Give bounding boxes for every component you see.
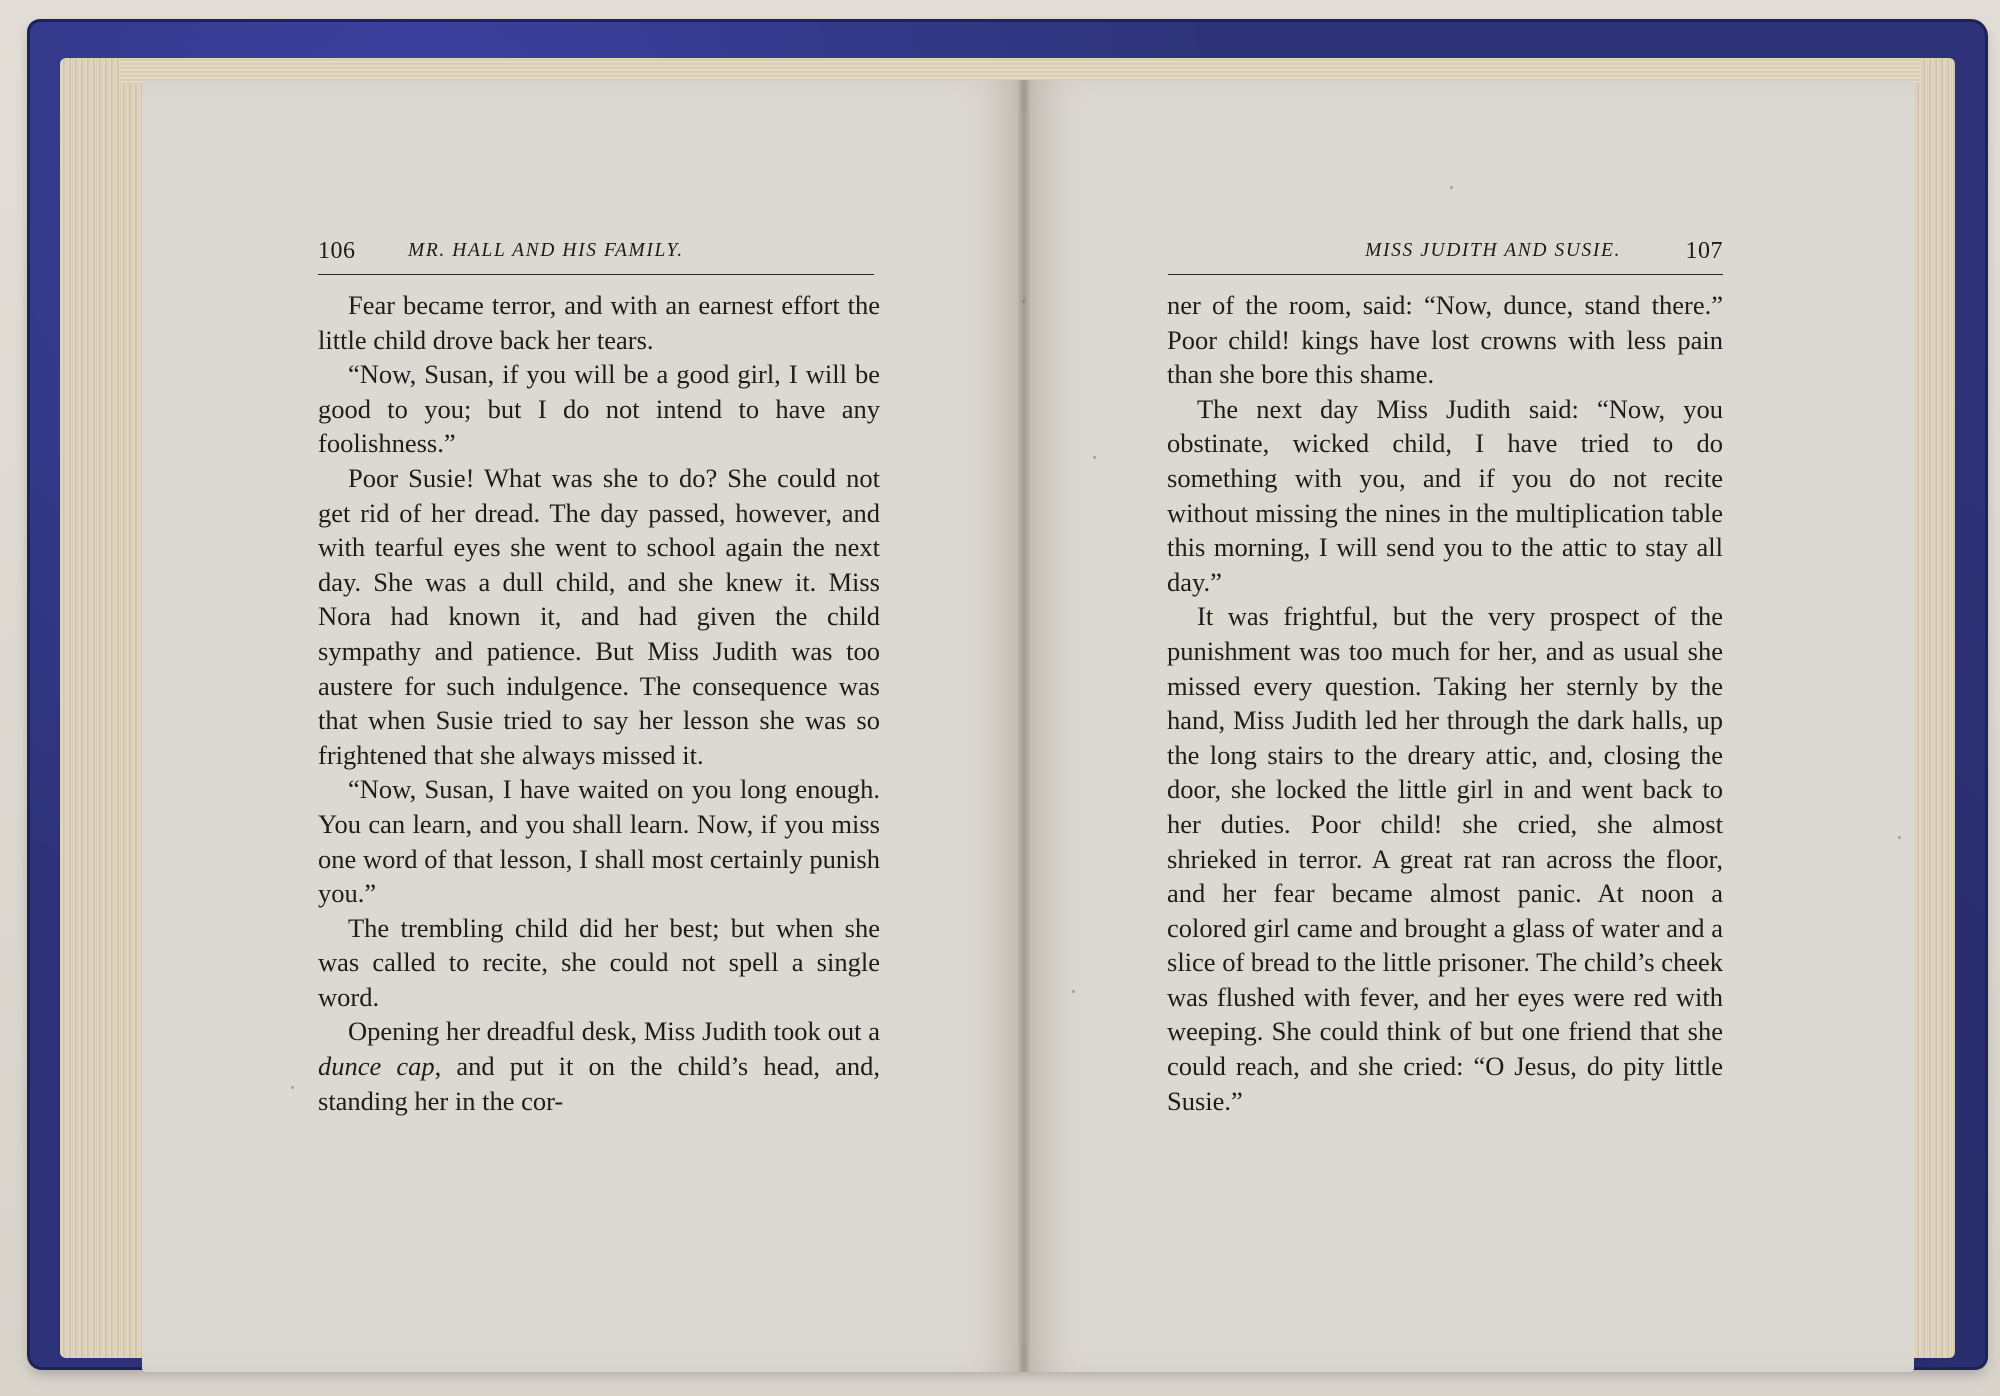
right-running-header: [1168, 238, 1723, 275]
paper-speck: [1022, 300, 1025, 303]
paragraph: “Now, Susan, if you will be a good girl, I will be good to you; but I do not intend to have any foolishness.”: [318, 359, 880, 459]
paragraph: It was frightful, but the very prospect of the punishment was too much for her, and as usual she missed every question. Taking her sternly by the hand, Miss Judith led her through the dark halls, up the long stairs to the dreary attic, and, closing the door, she locked the little girl in and went back to her duties. Poor child! she cried, she almost shrieked in terror. A great rat ran across the floor, and her fear became almost panic. At noon a colored girl came and brought a glass of water and a slice of bread to the little prisoner. The child’s cheek was flushed with fever, and her eyes were red with weeping. She could think of but one friend that she could reach, and she cried: “O Jesus, do pity little Susie.”: [1167, 601, 1723, 1116]
paragraph: The trembling child did her best; but when she was called to recite, she could not spell a single word.: [318, 912, 880, 1012]
left-header-title: MR. HALL AND HIS FAMILY.: [408, 240, 684, 261]
left-running-header: [318, 238, 874, 275]
paragraph: Poor Susie! What was she to do? She could not get rid of her dread. The day passed, however, and with tearful eyes she went to school again the next day. She was a dull child, and she knew it. Miss Nora had known it, and had given the child sympathy and patience. But Miss Judith was too austere for such indulgence. The consequence was that when Susie tried to say her lesson she was so frightened that she always missed it.: [318, 462, 880, 770]
right-page-number: 107: [1685, 238, 1723, 264]
left-page-number: 106: [318, 238, 356, 264]
left-page-text: [318, 288, 880, 1118]
right-header-title: MISS JUDITH AND SUSIE.: [1365, 240, 1621, 261]
paper-speck: [1450, 186, 1453, 189]
paragraph: “Now, Susan, I have waited on you long enough. You can learn, and you shall learn. Now, if you miss one word of that lesson, I shall most certainly punish you.”: [318, 774, 880, 909]
paper-speck: [291, 1086, 294, 1089]
paragraph: The next day Miss Judith said: “Now, you obstinate, wicked child, I have tried to do something with you, and if you do not recite without missing the nines in the multiplication table this morning, I will send you to the attic to stay all day.”: [1167, 393, 1723, 597]
book-gutter: [1018, 80, 1030, 1372]
paragraph-text: Opening her dreadful desk, Miss Judith took out a: [348, 1016, 880, 1047]
continued-paragraph: ner of the room, said: “Now, dunce, stand there.” Poor child! kings have lost crowns with less pain than she bore this shame.: [1167, 290, 1723, 390]
paper-speck: [1072, 990, 1075, 993]
right-page-text: [1167, 288, 1723, 1118]
paragraph-text: , and put it on the child’s head, and, standing her in the cor-: [318, 1051, 880, 1116]
paper-speck: [1898, 836, 1901, 839]
paragraph: Fear became terror, and with an earnest effort the little child drove back her tears.: [318, 290, 880, 355]
paragraph: [318, 1014, 880, 1118]
paper-speck: [1093, 456, 1096, 459]
italic-term: dunce cap: [318, 1051, 435, 1082]
